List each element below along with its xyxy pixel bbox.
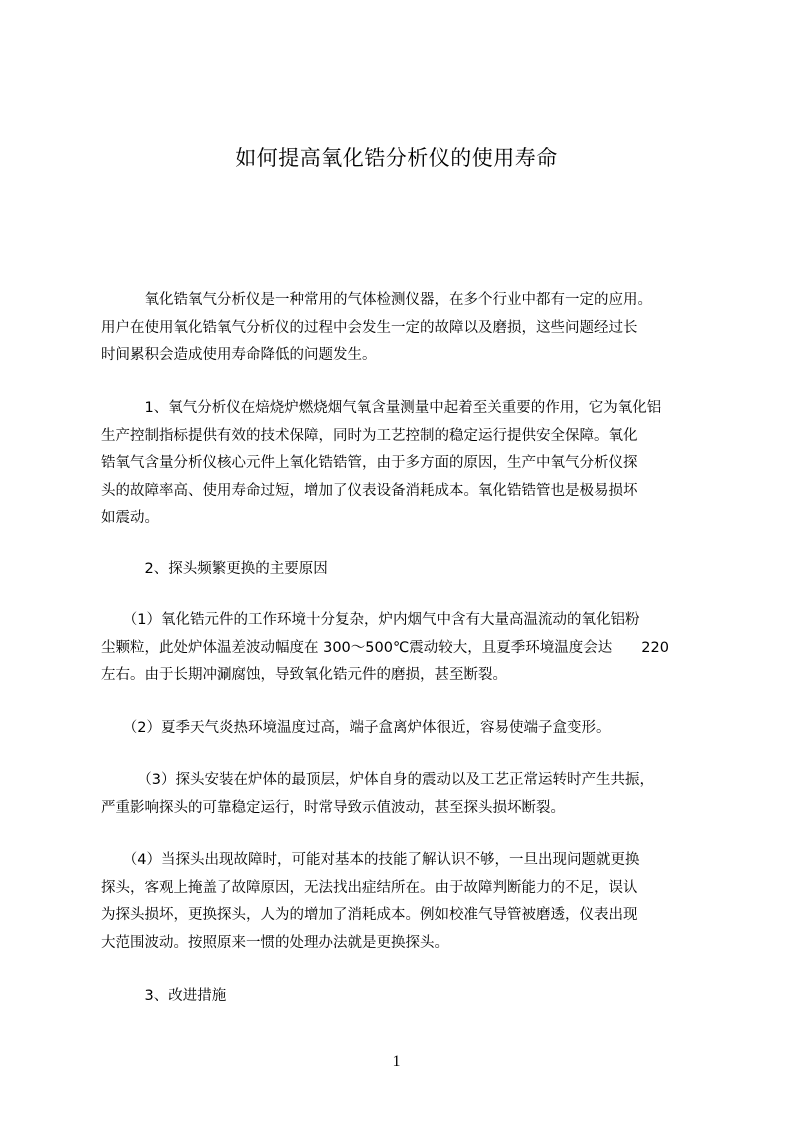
heading-section-3 [101,983,699,1011]
paragraph-line: 2、探头频繁更换的主要原因 [101,561,328,577]
paragraph-line: 严重影响探头的可靠稳定运行，时常导致示值波动，甚至探头损坏断裂。 [101,799,565,816]
paragraph-line: （3）探头安装在炉体的最顶层，炉体自身的震动以及工艺正常运转时产生共振， [101,772,654,788]
page-title: 如何提高氧化锆分析仪的使用寿命 [235,146,558,170]
paragraph-line: 大范围波动。按照原来一惯的处理办法就是更换探头。 [101,934,449,951]
paragraph-intro [101,287,699,370]
paragraph-line: 左右。由于长期冲涮腐蚀，导致氧化锆元件的磨损，甚至断裂。 [101,667,507,683]
paragraph-line: 生产控制指标提供有效的技术保障，同时为工艺控制的稳定运行提供安全保障。氧化 [101,427,638,444]
paragraph-line: 氧化锆氧气分析仪是一种常用的气体检测仪器，在多个行业中都有一定的应用。 [101,292,652,308]
paragraph-line: 锆氧气含量分析仪核心元件上氧化锆锆管，由于多方面的原因，生产中氧气分析仪探 [101,455,638,471]
paragraph-line: 如震动。 [101,510,159,526]
paragraph-line: 3、改进措施 [101,988,227,1004]
paragraph-reason-2 [101,715,699,743]
paragraph-line: 为探头损坏，更换探头，人为的增加了消耗成本。例如校准气导管被磨透，仪表出现 [101,907,638,923]
page-number: 1 [392,1053,401,1070]
paragraph-line: 尘颗粒，此处炉体温差波动幅度在 300～500℃震动较大，且夏季环境温度会达 220 [101,639,669,656]
heading-section-2 [101,556,699,584]
paragraph-line: （1）氧化锆元件的工作环境十分复杂，炉内烟气中含有大量高温流动的氧化铝粉 [101,612,640,628]
paragraph-reason-1 [101,607,699,690]
paragraph-line: 用户在使用氧化锆氧气分析仪的过程中会发生一定的故障以及磨损，这些问题经过长 [101,319,638,336]
paragraph-line: 时间累积会造成使用寿命降低的问题发生。 [101,347,377,363]
paragraph-line: （2）夏季天气炎热环境温度过高，端子盒离炉体很近，容易使端子盒变形。 [101,720,611,736]
paragraph-reason-4 [101,847,699,957]
paragraph-line: （4）当探头出现故障时，可能对基本的技能了解认识不够，一旦出现问题就更换 [101,852,640,868]
paragraph-section-1 [101,395,699,533]
paragraph-line: 1、氧气分析仪在焙烧炉燃烧烟气氧含量测量中起着至关重要的作用，它为氧化铝 [101,400,662,416]
paragraph-line: 探头，客观上掩盖了故障原因，无法找出症结所在。由于故障判断能力的不足，误认 [101,879,638,896]
paragraph-line: 头的故障率高、使用寿命过短，增加了仪表设备消耗成本。氧化锆锆管也是极易损坏 [101,482,638,499]
paragraph-reason-3 [101,767,699,822]
